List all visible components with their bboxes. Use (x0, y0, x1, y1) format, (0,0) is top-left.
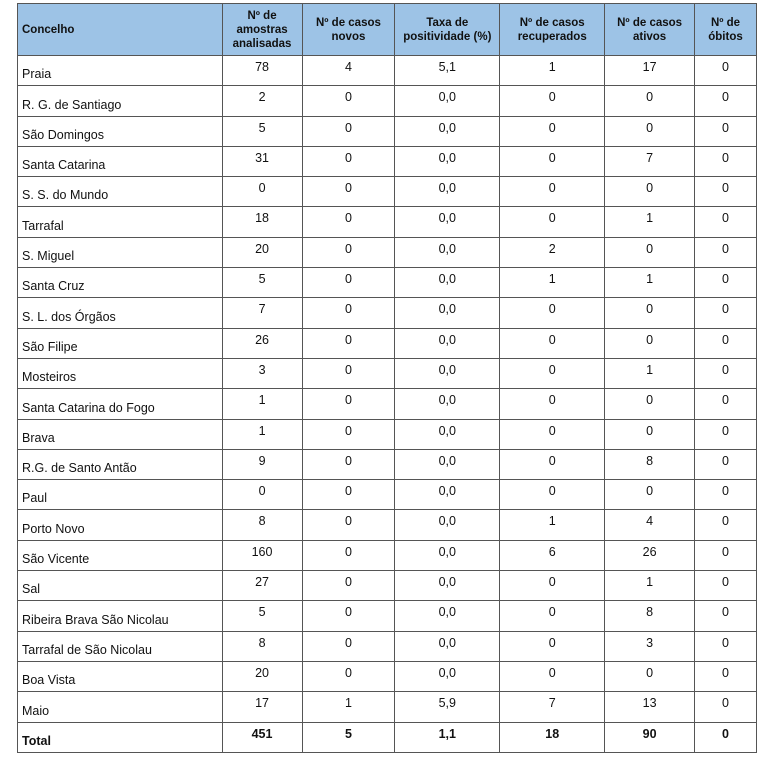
value-cell: 3 (222, 358, 302, 388)
value-cell: 0 (500, 601, 605, 631)
column-header: Concelho (18, 4, 223, 56)
table-row (18, 419, 757, 449)
value-cell: 0 (302, 177, 395, 207)
value-cell: 0 (302, 237, 395, 267)
value-cell: 0,0 (395, 419, 500, 449)
value-cell: 0 (695, 480, 757, 510)
table-row (18, 328, 757, 358)
value-cell: 0 (302, 661, 395, 691)
value-cell: 7 (605, 146, 695, 176)
value-cell: 0 (302, 328, 395, 358)
value-cell: 0 (605, 237, 695, 267)
value-cell: 0 (695, 692, 757, 722)
value-cell: 0,0 (395, 237, 500, 267)
column-header: Taxa de positividade (%) (395, 4, 500, 56)
value-cell: 0 (302, 419, 395, 449)
value-cell: 5 (222, 601, 302, 631)
value-cell: 0 (695, 722, 757, 752)
value-cell: 0,0 (395, 146, 500, 176)
value-cell: 0,0 (395, 540, 500, 570)
value-cell: 1 (222, 419, 302, 449)
value-cell: 0 (695, 661, 757, 691)
value-cell: 0,0 (395, 207, 500, 237)
value-cell: 5 (302, 722, 395, 752)
table-row (18, 692, 757, 722)
value-cell: 0,0 (395, 177, 500, 207)
value-cell: 0 (695, 177, 757, 207)
value-cell: 31 (222, 146, 302, 176)
column-header: Nº de casos novos (302, 4, 395, 56)
column-header: Nº de amostras analisadas (222, 4, 302, 56)
value-cell: 0 (695, 146, 757, 176)
value-cell: 0 (302, 480, 395, 510)
value-cell: 0,0 (395, 389, 500, 419)
value-cell: 5 (222, 116, 302, 146)
value-cell: 5,9 (395, 692, 500, 722)
table-row (18, 146, 757, 176)
value-cell: 0 (695, 298, 757, 328)
value-cell: 1 (500, 268, 605, 298)
value-cell: 0,0 (395, 116, 500, 146)
value-cell: 8 (222, 631, 302, 661)
table-row (18, 207, 757, 237)
value-cell: 6 (500, 540, 605, 570)
value-cell: 90 (605, 722, 695, 752)
concelho-cell: São Filipe (18, 328, 223, 358)
value-cell: 18 (500, 722, 605, 752)
table-row (18, 540, 757, 570)
value-cell: 0 (500, 419, 605, 449)
concelho-cell: Santa Cruz (18, 268, 223, 298)
value-cell: 9 (222, 449, 302, 479)
value-cell: 1 (605, 207, 695, 237)
value-cell: 8 (605, 601, 695, 631)
concelho-cell: São Vicente (18, 540, 223, 570)
value-cell: 0 (302, 358, 395, 388)
value-cell: 0 (695, 56, 757, 86)
value-cell: 18 (222, 207, 302, 237)
table-row (18, 449, 757, 479)
table-row (18, 510, 757, 540)
value-cell: 5,1 (395, 56, 500, 86)
value-cell: 20 (222, 661, 302, 691)
table-row (18, 237, 757, 267)
concelho-cell: Porto Novo (18, 510, 223, 540)
table-row (18, 480, 757, 510)
concelho-cell: S. L. dos Órgãos (18, 298, 223, 328)
value-cell: 0 (302, 298, 395, 328)
value-cell: 0 (695, 389, 757, 419)
concelho-cell: Sal (18, 571, 223, 601)
value-cell: 0 (500, 358, 605, 388)
value-cell: 0,0 (395, 601, 500, 631)
total-row (18, 722, 757, 752)
value-cell: 0 (500, 631, 605, 661)
value-cell: 1,1 (395, 722, 500, 752)
value-cell: 0 (302, 631, 395, 661)
value-cell: 17 (222, 692, 302, 722)
value-cell: 0,0 (395, 510, 500, 540)
value-cell: 0 (695, 237, 757, 267)
value-cell: 0,0 (395, 631, 500, 661)
value-cell: 0 (302, 571, 395, 601)
value-cell: 7 (500, 692, 605, 722)
value-cell: 1 (605, 268, 695, 298)
table-row (18, 298, 757, 328)
value-cell: 451 (222, 722, 302, 752)
value-cell: 0 (302, 86, 395, 116)
value-cell: 0 (222, 177, 302, 207)
value-cell: 0,0 (395, 449, 500, 479)
concelho-cell: Praia (18, 56, 223, 86)
value-cell: 5 (222, 268, 302, 298)
value-cell: 0 (695, 510, 757, 540)
value-cell: 1 (605, 571, 695, 601)
value-cell: 3 (605, 631, 695, 661)
value-cell: 0 (695, 631, 757, 661)
concelho-cell: Tarrafal de São Nicolau (18, 631, 223, 661)
value-cell: 0 (500, 328, 605, 358)
value-cell: 0 (695, 601, 757, 631)
value-cell: 0 (500, 207, 605, 237)
value-cell: 0 (222, 480, 302, 510)
value-cell: 0 (605, 389, 695, 419)
value-cell: 0 (302, 510, 395, 540)
value-cell: 0,0 (395, 358, 500, 388)
value-cell: 0 (605, 328, 695, 358)
value-cell: 1 (500, 510, 605, 540)
table-row (18, 86, 757, 116)
value-cell: 0 (605, 419, 695, 449)
value-cell: 0 (302, 601, 395, 631)
table-row (18, 56, 757, 86)
concelho-cell: R.G. de Santo Antão (18, 449, 223, 479)
covid-cases-table (17, 3, 757, 753)
value-cell: 1 (500, 56, 605, 86)
value-cell: 0,0 (395, 661, 500, 691)
concelho-cell: São Domingos (18, 116, 223, 146)
concelho-cell: Ribeira Brava São Nicolau (18, 601, 223, 631)
value-cell: 0 (500, 449, 605, 479)
value-cell: 0 (500, 116, 605, 146)
concelho-cell: Paul (18, 480, 223, 510)
value-cell: 0 (500, 661, 605, 691)
value-cell: 4 (302, 56, 395, 86)
concelho-cell: Mosteiros (18, 358, 223, 388)
value-cell: 0 (302, 207, 395, 237)
table-row (18, 358, 757, 388)
value-cell: 8 (605, 449, 695, 479)
value-cell: 26 (222, 328, 302, 358)
value-cell: 160 (222, 540, 302, 570)
value-cell: 13 (605, 692, 695, 722)
value-cell: 78 (222, 56, 302, 86)
value-cell: 0,0 (395, 268, 500, 298)
value-cell: 0,0 (395, 571, 500, 601)
table-row (18, 661, 757, 691)
column-header: Nº de casos ativos (605, 4, 695, 56)
header-row (18, 4, 757, 56)
value-cell: 0,0 (395, 86, 500, 116)
value-cell: 0 (695, 419, 757, 449)
table-row (18, 389, 757, 419)
value-cell: 0 (500, 86, 605, 116)
table-row (18, 116, 757, 146)
value-cell: 7 (222, 298, 302, 328)
concelho-cell: Santa Catarina (18, 146, 223, 176)
value-cell: 0 (500, 177, 605, 207)
value-cell: 0 (302, 268, 395, 298)
value-cell: 27 (222, 571, 302, 601)
value-cell: 0 (695, 571, 757, 601)
value-cell: 0,0 (395, 298, 500, 328)
concelho-cell: Boa Vista (18, 661, 223, 691)
value-cell: 0 (695, 449, 757, 479)
value-cell: 0 (500, 480, 605, 510)
concelho-cell: Total (18, 722, 223, 752)
concelho-cell: Tarrafal (18, 207, 223, 237)
value-cell: 0 (605, 480, 695, 510)
value-cell: 0 (500, 389, 605, 419)
concelho-cell: Brava (18, 419, 223, 449)
concelho-cell: Santa Catarina do Fogo (18, 389, 223, 419)
value-cell: 0 (695, 116, 757, 146)
table-row (18, 571, 757, 601)
table-row (18, 177, 757, 207)
table-row (18, 268, 757, 298)
table-row (18, 601, 757, 631)
value-cell: 0 (695, 86, 757, 116)
column-header: Nº de casos recuperados (500, 4, 605, 56)
value-cell: 0 (302, 116, 395, 146)
value-cell: 0 (695, 328, 757, 358)
concelho-cell: R. G. de Santiago (18, 86, 223, 116)
value-cell: 2 (222, 86, 302, 116)
value-cell: 0 (302, 540, 395, 570)
concelho-cell: S. Miguel (18, 237, 223, 267)
value-cell: 0 (605, 298, 695, 328)
value-cell: 17 (605, 56, 695, 86)
value-cell: 1 (222, 389, 302, 419)
value-cell: 4 (605, 510, 695, 540)
value-cell: 0 (695, 268, 757, 298)
value-cell: 0,0 (395, 480, 500, 510)
value-cell: 20 (222, 237, 302, 267)
value-cell: 0 (302, 146, 395, 176)
value-cell: 0 (500, 146, 605, 176)
value-cell: 0 (605, 661, 695, 691)
concelho-cell: Maio (18, 692, 223, 722)
column-header: Nº de óbitos (695, 4, 757, 56)
value-cell: 0 (500, 298, 605, 328)
value-cell: 1 (302, 692, 395, 722)
value-cell: 0 (695, 358, 757, 388)
value-cell: 0 (302, 449, 395, 479)
value-cell: 8 (222, 510, 302, 540)
concelho-cell: S. S. do Mundo (18, 177, 223, 207)
value-cell: 0,0 (395, 328, 500, 358)
table-row (18, 631, 757, 661)
value-cell: 0 (500, 571, 605, 601)
value-cell: 2 (500, 237, 605, 267)
value-cell: 1 (605, 358, 695, 388)
value-cell: 0 (695, 540, 757, 570)
value-cell: 0 (605, 116, 695, 146)
value-cell: 0 (302, 389, 395, 419)
value-cell: 0 (695, 207, 757, 237)
value-cell: 0 (605, 177, 695, 207)
value-cell: 0 (605, 86, 695, 116)
value-cell: 26 (605, 540, 695, 570)
